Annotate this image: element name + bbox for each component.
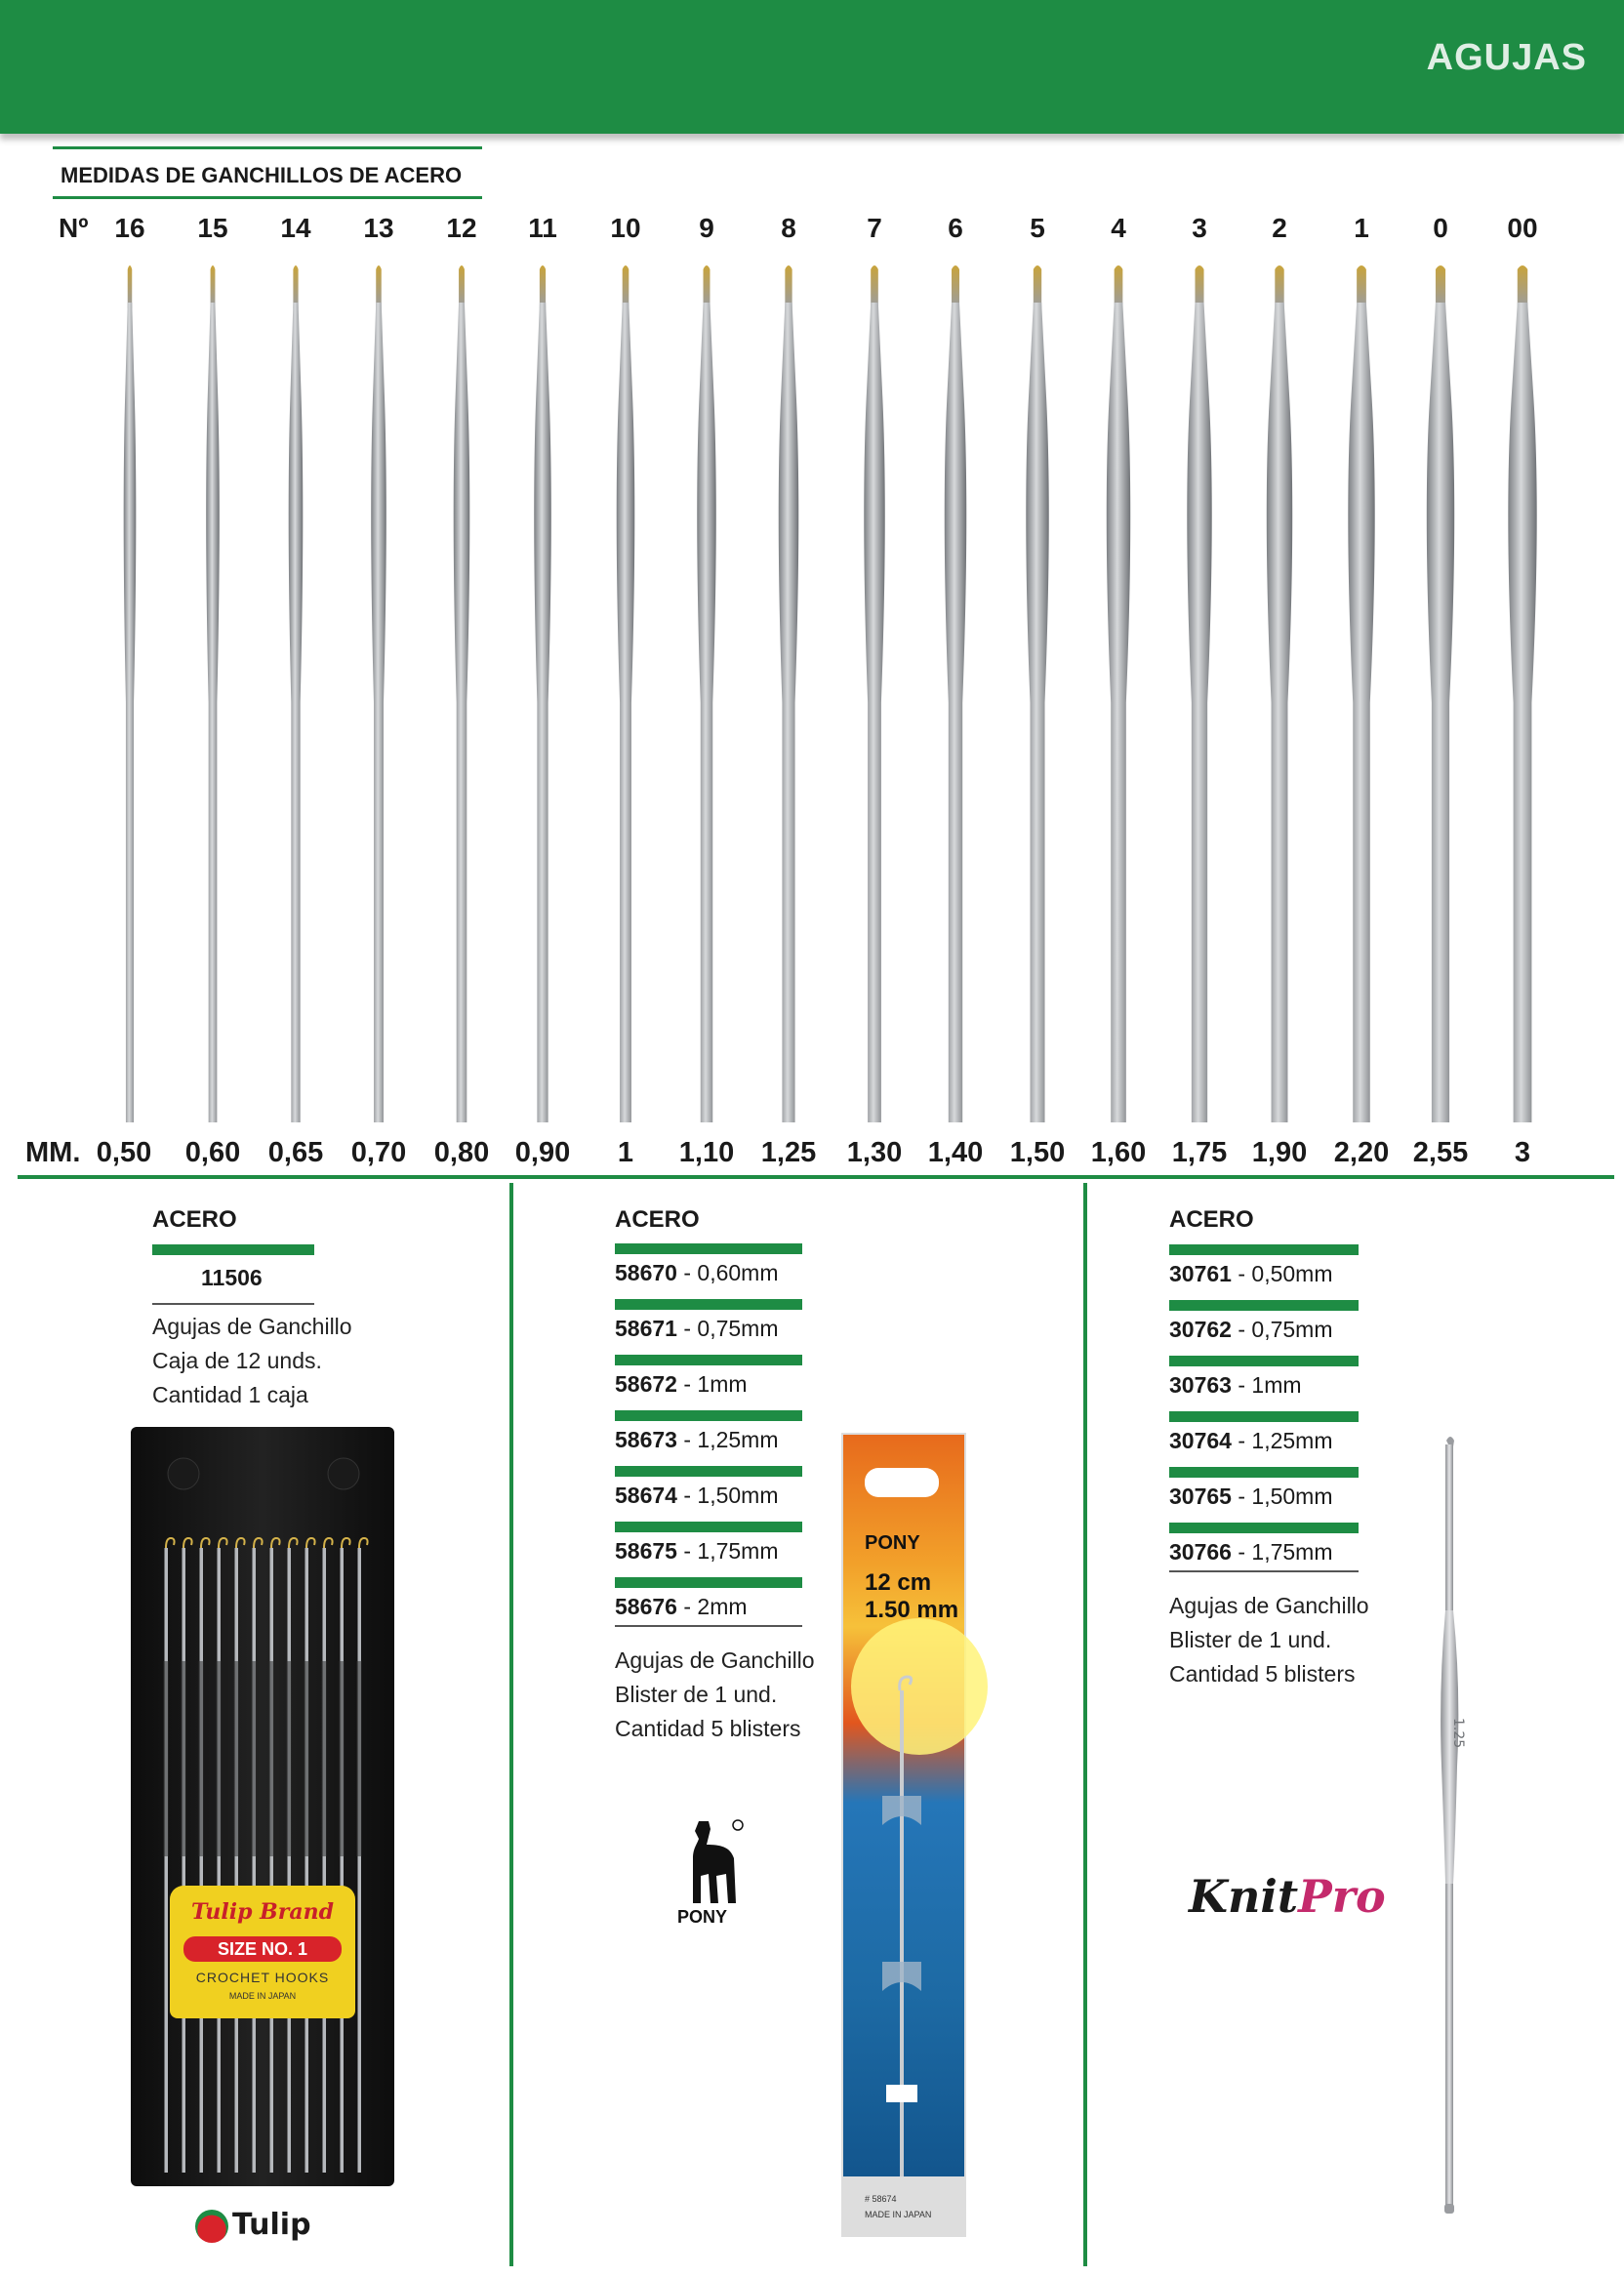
pack-footer xyxy=(843,2176,964,2235)
ref-code: 58670 xyxy=(615,1260,677,1285)
tulip-material-label: ACERO xyxy=(152,1206,237,1233)
size-number: 12 xyxy=(446,213,477,243)
steel-hook xyxy=(606,264,645,1130)
size-mm: 1,30 xyxy=(846,1137,903,1168)
size-number: 11 xyxy=(528,213,557,243)
ref-size: - 0,50mm xyxy=(1231,1261,1333,1286)
knitpro-logo xyxy=(1189,1870,1386,1923)
pack-code: # 58674 xyxy=(865,2194,897,2204)
description-line: Blister de 1 und. xyxy=(1169,1627,1332,1652)
tulip-logo xyxy=(195,2208,311,2243)
size-mm: 1,60 xyxy=(1090,1137,1147,1168)
size-number: 8 xyxy=(781,213,796,243)
steel-hook xyxy=(687,264,726,1130)
knitpro-hook-image xyxy=(1425,1435,1474,2245)
ref-size: - 0,75mm xyxy=(1231,1317,1333,1342)
steel-hook xyxy=(193,264,232,1130)
header-bar xyxy=(0,0,1624,134)
description-line: Blister de 1 und. xyxy=(615,1682,778,1707)
steel-hook xyxy=(523,264,562,1130)
ref-code: 30761 xyxy=(1169,1261,1232,1286)
size-mm: 0,65 xyxy=(267,1137,324,1168)
pack-length: 12 cm xyxy=(865,1569,932,1596)
pack-brand: PONY xyxy=(865,1532,920,1554)
size-number: 5 xyxy=(1030,213,1045,243)
ref-size: - 1,25mm xyxy=(1231,1428,1333,1453)
steel-hook xyxy=(1342,264,1381,1130)
steel-hook xyxy=(936,264,975,1130)
green-bar xyxy=(615,1466,802,1477)
steel-hook xyxy=(1260,264,1299,1130)
pony-logo xyxy=(673,1815,751,1932)
size-number: 14 xyxy=(280,213,311,243)
pack-type: CROCHET HOOKS xyxy=(195,1970,330,1985)
ref-item xyxy=(1169,1261,1333,1287)
column-divider xyxy=(1083,1183,1087,2266)
knitpro-description xyxy=(1169,1589,1369,1691)
underline xyxy=(615,1625,802,1627)
size-number: 1 xyxy=(1354,213,1369,243)
tulip-product-image xyxy=(131,1427,394,2186)
hook-size-marking: 1.25 xyxy=(1450,1718,1466,1749)
tulip-ref-code: 11506 xyxy=(201,1265,263,1290)
steel-hook xyxy=(276,264,315,1130)
size-number: 7 xyxy=(867,213,882,243)
tulip-logo-text: Tulip xyxy=(232,2208,311,2242)
pack-origin: MADE IN JAPAN xyxy=(228,1991,297,2001)
size-number: 10 xyxy=(610,213,641,243)
llama-icon xyxy=(673,1815,751,1909)
size-mm: 1,75 xyxy=(1171,1137,1228,1168)
size-number: 13 xyxy=(363,213,394,243)
size-number: 4 xyxy=(1111,213,1126,243)
pack-origin: MADE IN JAPAN xyxy=(865,2210,932,2219)
description-line: Cantidad 5 blisters xyxy=(615,1716,801,1741)
ref-item xyxy=(1169,1428,1333,1454)
pack-brand: Tulip Brand xyxy=(191,1899,334,1925)
ref-code: 58671 xyxy=(615,1316,677,1341)
pony-logo-text: PONY xyxy=(677,1907,728,1927)
ref-size: - 1,75mm xyxy=(676,1538,779,1564)
ref-item xyxy=(615,1316,779,1342)
size-mm: 2,20 xyxy=(1333,1137,1390,1168)
green-bar xyxy=(615,1410,802,1421)
underline xyxy=(1169,1570,1359,1572)
ref-code: 58672 xyxy=(615,1371,677,1397)
ref-size: - 1mm xyxy=(676,1371,748,1397)
description-line: Cantidad 5 blisters xyxy=(1169,1661,1356,1687)
ref-item xyxy=(1169,1539,1333,1565)
size-mm: 1,90 xyxy=(1251,1137,1308,1168)
pack-size: 1.50 mm xyxy=(865,1597,959,1623)
size-number: 6 xyxy=(948,213,963,243)
pony-product-image xyxy=(841,1433,966,2237)
size-mm: 0,60 xyxy=(184,1137,241,1168)
green-bar xyxy=(1169,1523,1359,1533)
size-number: 16 xyxy=(114,213,145,243)
steel-hook xyxy=(1099,264,1138,1130)
steel-hook xyxy=(1421,264,1460,1130)
ref-code: 58676 xyxy=(615,1594,677,1619)
size-number: 9 xyxy=(699,213,714,243)
green-bar xyxy=(1169,1356,1359,1366)
ref-code: 30764 xyxy=(1169,1428,1232,1453)
steel-hook xyxy=(769,264,808,1130)
ref-size: - 2mm xyxy=(676,1594,748,1619)
ref-code: 30766 xyxy=(1169,1539,1232,1565)
logo-part-pro: Pro xyxy=(1298,1870,1386,1923)
size-mm: 3 xyxy=(1514,1137,1531,1168)
mm-row-label: MM. xyxy=(25,1137,81,1168)
steel-hook xyxy=(1503,264,1542,1130)
hook-graphic xyxy=(843,1435,964,2235)
size-mm: 0,70 xyxy=(350,1137,407,1168)
size-number: 15 xyxy=(197,213,228,243)
ref-item xyxy=(615,1538,779,1565)
ref-size: - 1,75mm xyxy=(1231,1539,1333,1565)
size-number: 2 xyxy=(1272,213,1287,243)
hook-set-graphic xyxy=(131,1427,394,2186)
column-divider xyxy=(509,1183,513,2266)
description-line: Caja de 12 unds. xyxy=(152,1348,322,1373)
green-bar xyxy=(615,1299,802,1310)
section-divider xyxy=(18,1175,1614,1179)
ref-size: - 0,75mm xyxy=(676,1316,779,1341)
green-bar xyxy=(615,1577,802,1588)
pack-label xyxy=(170,1886,355,2018)
size-number: 3 xyxy=(1192,213,1207,243)
green-bar xyxy=(1169,1467,1359,1478)
steel-hook xyxy=(110,264,149,1130)
knitpro-material-label: ACERO xyxy=(1169,1206,1254,1233)
green-bar xyxy=(1169,1300,1359,1311)
logo-part-knit: Knit xyxy=(1189,1870,1299,1923)
ref-code: 30765 xyxy=(1169,1484,1232,1509)
ref-item xyxy=(615,1371,748,1398)
number-row-label: Nº xyxy=(59,213,89,243)
green-bar xyxy=(615,1243,802,1254)
size-mm: 2,55 xyxy=(1412,1137,1469,1168)
ref-item xyxy=(1169,1317,1333,1343)
ref-item xyxy=(615,1260,779,1286)
ref-item xyxy=(615,1594,748,1620)
size-mm: 1 xyxy=(617,1137,634,1168)
ref-code: 58674 xyxy=(615,1483,677,1508)
green-bar xyxy=(615,1355,802,1365)
ref-item xyxy=(1169,1484,1333,1510)
ref-code: 58675 xyxy=(615,1538,677,1564)
description-line: Agujas de Ganchillo xyxy=(1169,1593,1369,1618)
ref-size: - 1,50mm xyxy=(676,1483,779,1508)
page-title: AGUJAS xyxy=(1426,37,1587,78)
size-mm: 1,50 xyxy=(1009,1137,1066,1168)
underline xyxy=(152,1303,314,1305)
steel-hook xyxy=(1180,264,1219,1130)
size-mm: 0,90 xyxy=(514,1137,571,1168)
green-bar xyxy=(615,1522,802,1532)
size-mm: 0,80 xyxy=(433,1137,490,1168)
size-number: 00 xyxy=(1507,213,1538,243)
pony-description xyxy=(615,1644,815,1746)
ref-size: - 1mm xyxy=(1231,1372,1302,1398)
green-bar xyxy=(1169,1411,1359,1422)
size-number: 0 xyxy=(1433,213,1448,243)
ref-code: 30763 xyxy=(1169,1372,1232,1398)
size-mm: 1,40 xyxy=(927,1137,984,1168)
ref-item xyxy=(615,1427,779,1453)
green-bar xyxy=(1169,1244,1359,1255)
green-bar xyxy=(152,1244,314,1255)
ref-item xyxy=(615,1483,779,1509)
description-line: Cantidad 1 caja xyxy=(152,1382,308,1407)
description-line: Agujas de Ganchillo xyxy=(152,1314,352,1339)
ref-size: - 1,50mm xyxy=(1231,1484,1333,1509)
steel-hook xyxy=(855,264,894,1130)
tulip-flower-icon xyxy=(195,2210,228,2243)
ref-code: 30762 xyxy=(1169,1317,1232,1342)
ref-size: - 0,60mm xyxy=(676,1260,779,1285)
ref-item xyxy=(1169,1372,1302,1399)
steel-hook xyxy=(1018,264,1057,1130)
ref-size: - 1,25mm xyxy=(676,1427,779,1452)
description-line: Agujas de Ganchillo xyxy=(615,1647,815,1673)
size-mm: 0,50 xyxy=(96,1137,152,1168)
tulip-description xyxy=(152,1310,352,1412)
steel-hook xyxy=(442,264,481,1130)
pony-material-label: ACERO xyxy=(615,1206,700,1233)
size-mm: 1,25 xyxy=(760,1137,817,1168)
ref-code: 58673 xyxy=(615,1427,677,1452)
pack-size: SIZE NO. 1 xyxy=(183,1936,342,1962)
steel-hook xyxy=(359,264,398,1130)
size-mm: 1,10 xyxy=(678,1137,735,1168)
size-chart-title: MEDIDAS DE GANCHILLOS DE ACERO xyxy=(53,146,482,199)
